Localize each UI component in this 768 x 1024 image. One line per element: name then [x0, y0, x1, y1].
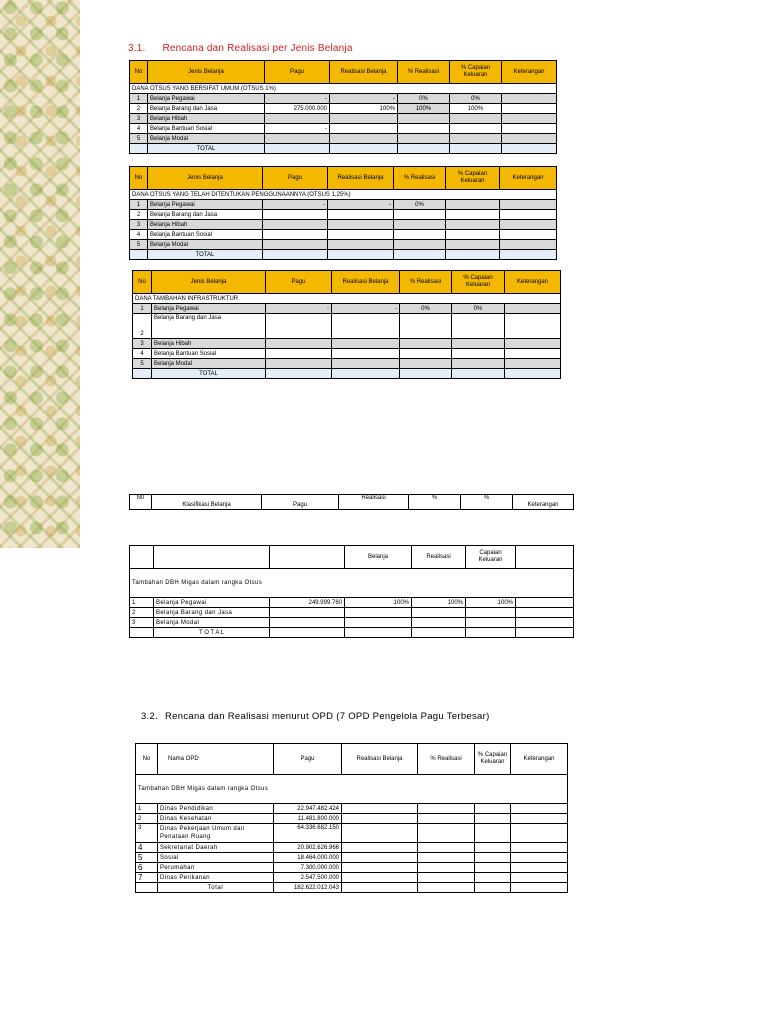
table-dbh-migas [129, 545, 574, 638]
col-header-realisasi: Realisasi Belanja [330, 61, 398, 84]
table-row: 4 Belanja Bantuan Sosial - [130, 124, 557, 134]
col-header-capaian: Capaian Keluaran [466, 546, 516, 569]
col-header-capaian: % Capaian Keluaran [475, 744, 511, 775]
col-header-realisasi: Realisasi Belanja [328, 167, 394, 190]
table-row: 5 Belanja Modal [130, 240, 557, 250]
col-header-realisasi: Realisasi [339, 495, 409, 510]
table-otsus-ditentukan [129, 166, 557, 260]
col-header-pct-realisasi: % Realisasi [400, 271, 452, 294]
section-label: DANA TAMBAHAN INFRASTRUKTUR [133, 294, 561, 304]
table-row: 1 Belanja Pegawai - - 0% [130, 200, 557, 210]
section-label: Tambahan DBH Migas dalam rangka Otsus [136, 775, 568, 804]
col-header-no: N0 [130, 495, 152, 510]
col-header-pagu: Pagu [265, 61, 330, 84]
col-header-realisasi: Realisasi Belanja [332, 271, 400, 294]
section-label: DANA OTSUS YANG BERSIFAT UMUM (OTSUS 1%) [130, 84, 557, 94]
table-row: 2 Belanja Barang dan Jasa [130, 210, 557, 220]
total-row: TOTAL [130, 144, 557, 154]
table-row: 1 Dinas Pendidikan 22.947.482.424 [136, 804, 568, 814]
table-dana-infrastruktur [132, 270, 561, 379]
col-header-klasifikasi: Klasifikasi Belanja [152, 495, 262, 510]
total-row: T O T A L [130, 628, 574, 638]
table-row: 3 Belanja Hibah [130, 114, 557, 124]
table-row: 5 Belanja Modal [133, 359, 561, 369]
col-header-capaian: % Capaian Keluaran [452, 271, 505, 294]
section-label: DANA OTSUS YANG TELAH DITENTUKAN PENGGUNAANNYA (OTSUS 1,25%) [130, 190, 557, 200]
table-row: 4 Sekretariat Daerah 20.902.626.966 [136, 843, 568, 853]
col-header-belanja: Belanja [345, 546, 412, 569]
table-row: 5 Sosial 18.464.000.000 [136, 853, 568, 863]
col-header-capaian: % Capaian Keluaran [450, 61, 502, 84]
table-row: 3 Dinas Pekerjaan Umum dan Penataan Ruang 64.336.682.150 [136, 824, 568, 843]
table-row: 5 Belanja Modal [130, 134, 557, 144]
col-header-nama-opd: Nama OPD [158, 744, 274, 775]
table-row: 3 Belanja Modal [130, 618, 574, 628]
col-header-keterangan: Keterangan [513, 495, 574, 510]
table-row: 2 Belanja Barang dan Jasa [133, 314, 561, 339]
section-label: Tambahan DBH Migas dalam rangka Otsus [130, 569, 574, 598]
section-title: Rencana dan Realisasi per Jenis Belanja [162, 43, 353, 54]
col-header-no: No [130, 167, 148, 190]
section-title: Rencana dan Realisasi menurut OPD (7 OPD Pengelola Pagu Terbesar) [165, 711, 490, 722]
table-row: 1 Belanja Pegawai 249.999.760 100% 100% 100% [130, 598, 574, 608]
table-row: 3 Belanja Hibah [133, 339, 561, 349]
total-row: TOTAL [133, 369, 561, 379]
section-heading-3-2 [141, 711, 490, 722]
table-row: 1 Belanja Pegawai - - 0% 0% [133, 304, 561, 314]
col-header-no: No [133, 271, 152, 294]
col-header-no: No [130, 61, 148, 84]
col-header-pct: % [409, 495, 461, 510]
table-klasifikasi-belanja [129, 494, 574, 510]
section-number: 3.1. [128, 43, 146, 54]
col-header-pagu: Pagu [263, 167, 328, 190]
table-row: 2 Belanja Barang dan Jasa 275.000.000 100% 100% 100% [130, 104, 557, 114]
col-header-realisasi: Realisasi [412, 546, 466, 569]
table-row: 6 Perumahan 7.300.000.000 [136, 863, 568, 873]
col-header-no: No [136, 744, 158, 775]
total-row: TOTAL [130, 250, 557, 260]
decorative-border-strip [0, 0, 80, 548]
table-row: 2 Dinas Kesehatan 11.481.800.000 [136, 814, 568, 824]
col-header-jenis: Jenis Belanja [152, 271, 266, 294]
table-otsus-umum [129, 60, 557, 154]
col-header-keterangan: Keterangan [502, 61, 557, 84]
col-header-keterangan: Keterangan [511, 744, 568, 775]
col-header-jenis: Jenis Belanja [148, 61, 265, 84]
col-header-pagu: Pagu [266, 271, 332, 294]
total-row: Total 182.622.012.043 [136, 883, 568, 893]
section-number: 3.2. [141, 711, 159, 722]
col-header-capaian: % Capaian Keluaran [446, 167, 500, 190]
col-header-realisasi: Realisasi Belanja [342, 744, 418, 775]
col-header-pagu: Pagu [262, 495, 339, 510]
col-header-pct-realisasi: % Realisasi [418, 744, 475, 775]
table-row: 3 Belanja Hibah [130, 220, 557, 230]
table-row: 4 Belanja Bantuan Sosial [130, 230, 557, 240]
section-heading-3-1 [128, 43, 353, 54]
table-row: 4 Belanja Bantuan Sosial [133, 349, 561, 359]
table-row: 7 Dinas Perikanan 2.547.500.000 [136, 873, 568, 883]
col-header-pct-realisasi: % Realisasi [394, 167, 446, 190]
col-header-jenis: Jenis Belanja [148, 167, 263, 190]
table-opd [135, 743, 568, 893]
table-row: 2 Belanja Barang dan Jasa [130, 608, 574, 618]
col-header-pagu: Pagu [274, 744, 342, 775]
col-header-keterangan: Keterangan [500, 167, 557, 190]
col-header-pct-2: % [461, 495, 513, 510]
col-header-pct-realisasi: % Realisasi [398, 61, 450, 84]
col-header-keterangan: Keterangan [505, 271, 561, 294]
table-row: 1 Belanja Pegawai - - 0% 0% [130, 94, 557, 104]
